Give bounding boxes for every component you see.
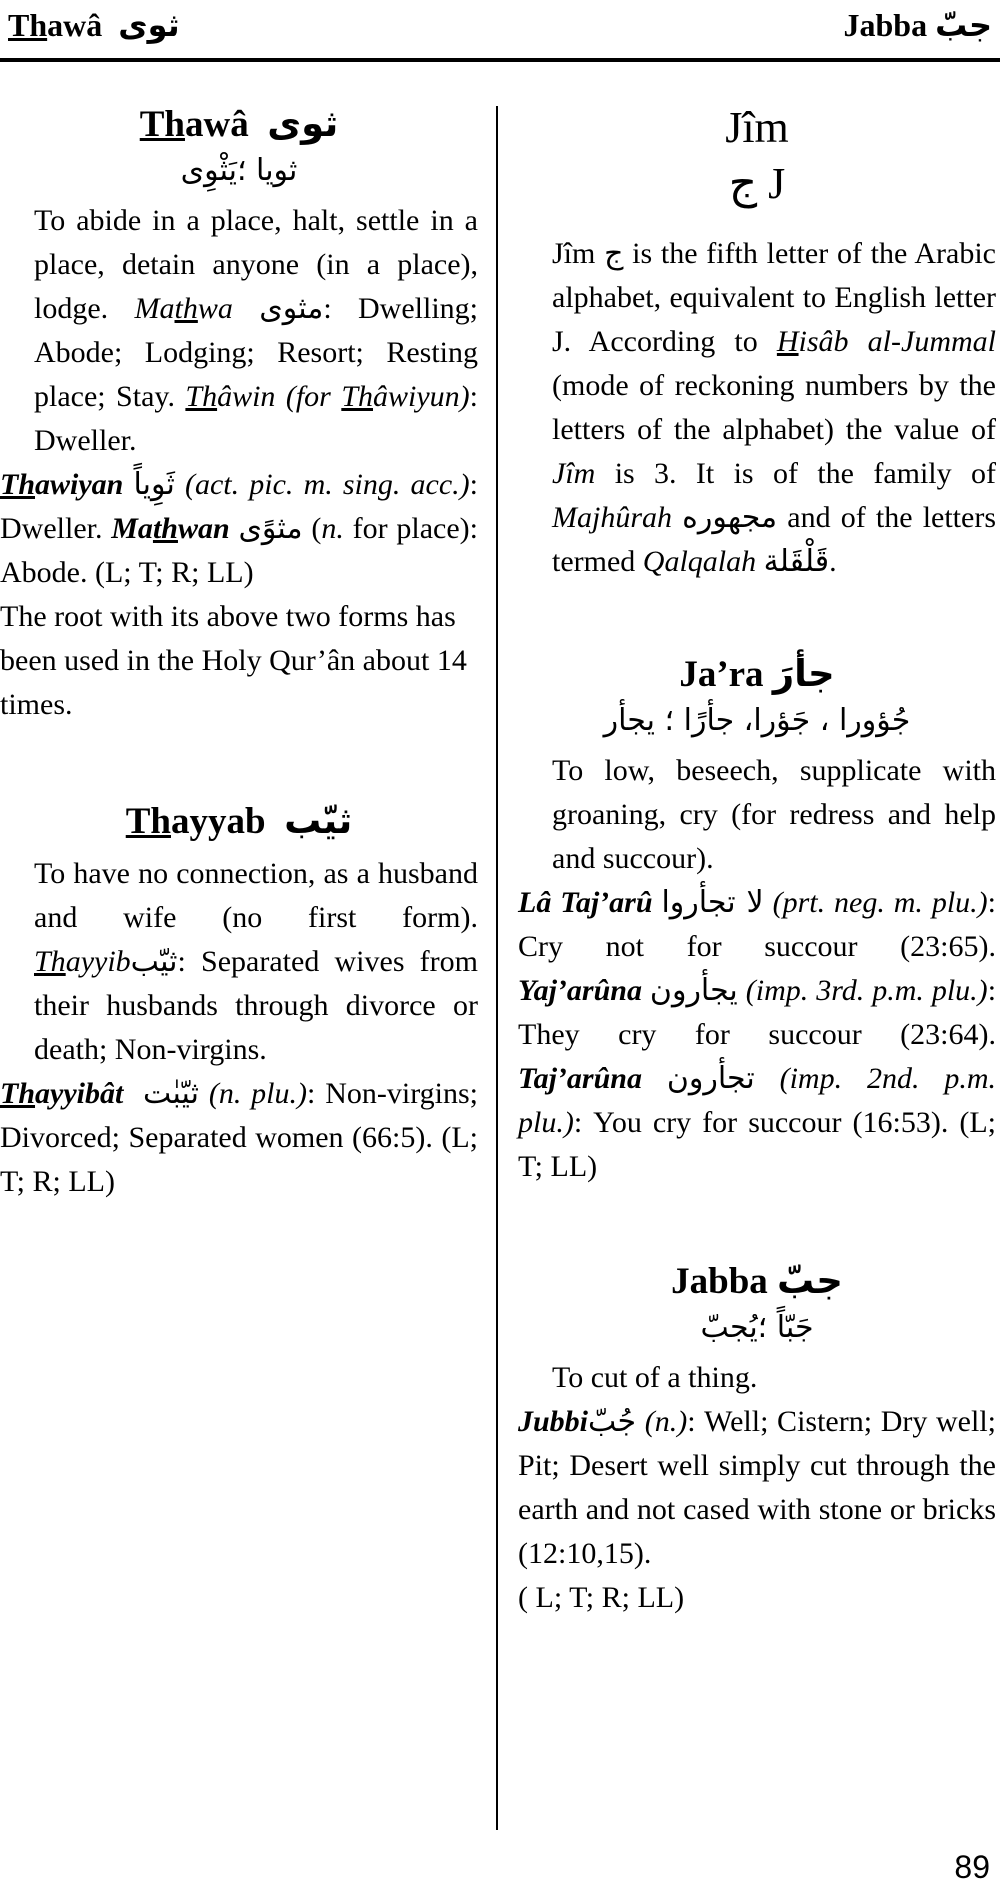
left-column (0, 100, 478, 1204)
verb-forms: جَبّاً ؛يُجبّ (700, 1310, 814, 1345)
derived-forms: Thawiyan ثَوِياً (act. pic. m. sing. acc.): Dweller. Mathwan مثوًى (n. for place): Abode. (L; T; R; LL) (0, 467, 478, 589)
letter-title: Jîm (725, 103, 789, 152)
derived-forms: Lâ Taj’arû لا تجأروا (prt. neg. m. plu.): Cry not for succour (23:65). Yaj’arûna يجأرون (imp. 3rd. p.m. plu.): They cry for succour (23:64). Taj’arûna تجأرون (imp. 2nd. p.m. plu.): You cry for succour (16:53). (L; T; LL) (518, 885, 997, 1183)
definition: To low, beseech, supplicate with groaning, cry (for redress and help and succour). (552, 754, 996, 875)
definition: To cut of a thing. (552, 1361, 758, 1394)
running-header-right: Jabba جبّ (843, 6, 992, 44)
letter-glyphs: ج J (728, 158, 786, 209)
derived-forms: Thayyibât ثيّبٰت (n. plu.): Non-virgins; Divorced; Separated women (66:5). (L; T; R; LL) (0, 1076, 478, 1198)
definition: To have no connection, as a husband and wife (no first form). Thayyibثيّب: Separated wives from their husbands through divorce or death; Non-virgins. (34, 857, 478, 1066)
running-header-left: Thawâ ثوى (8, 6, 180, 44)
derived-forms: Jubbiجُبّ (n.): Well; Cistern; Dry well; Pit; Desert well simply cut through the earth and not cased with stone or bricks (12:10,15). (518, 1404, 996, 1570)
entry-heading: Jabba جبّ (671, 1259, 843, 1302)
entry-thawa (0, 100, 478, 727)
running-header-right-arabic: جبّ (935, 6, 992, 44)
page-number: 89 (954, 1849, 990, 1885)
entry-jabba (518, 1257, 996, 1620)
entry-thayyab (0, 797, 478, 1204)
right-column (518, 100, 996, 1620)
entry-jara (518, 650, 996, 1189)
verb-forms: ثويا ؛يَثْوِى (180, 153, 298, 188)
header-rule (0, 58, 1000, 62)
entry-heading: Thayyab ثيّب (125, 799, 353, 842)
running-header-left-arabic: ثوى (118, 6, 180, 44)
usage-note: The root with its above two forms has been used in the Holy Qur’ân about 14 times. (0, 600, 467, 721)
letter-description: Jîm ج is the fifth letter of the Arabic alphabet, equivalent to English letter J. According to Hisâb al-Jummal (mode of reckoning numbers by the letters of the alphabet) the value of Jîm is 3. It is of the family of Majhûrah مجهوره and of the letters termed Qalqalah قَلْقَلة. (552, 236, 996, 579)
entry-heading: Thawâ ثوى (139, 102, 339, 145)
entry-jim (518, 100, 996, 584)
entry-heading: Ja’ra جأرَ (679, 652, 835, 695)
references: ( L; T; R; LL) (518, 1581, 685, 1614)
column-divider (496, 106, 498, 1830)
verb-forms: جُؤورا ، جَؤرا، جأرًا ؛ يجأر (603, 703, 911, 738)
definition: To abide in a place, halt, settle in a place, detain anyone (in a place), lodge. Mathwa مثوى: Dwelling; Abode; Lodging; Resort; Resting place; Stay. Thâwin (for Thâwiyun): Dweller. (34, 204, 478, 457)
